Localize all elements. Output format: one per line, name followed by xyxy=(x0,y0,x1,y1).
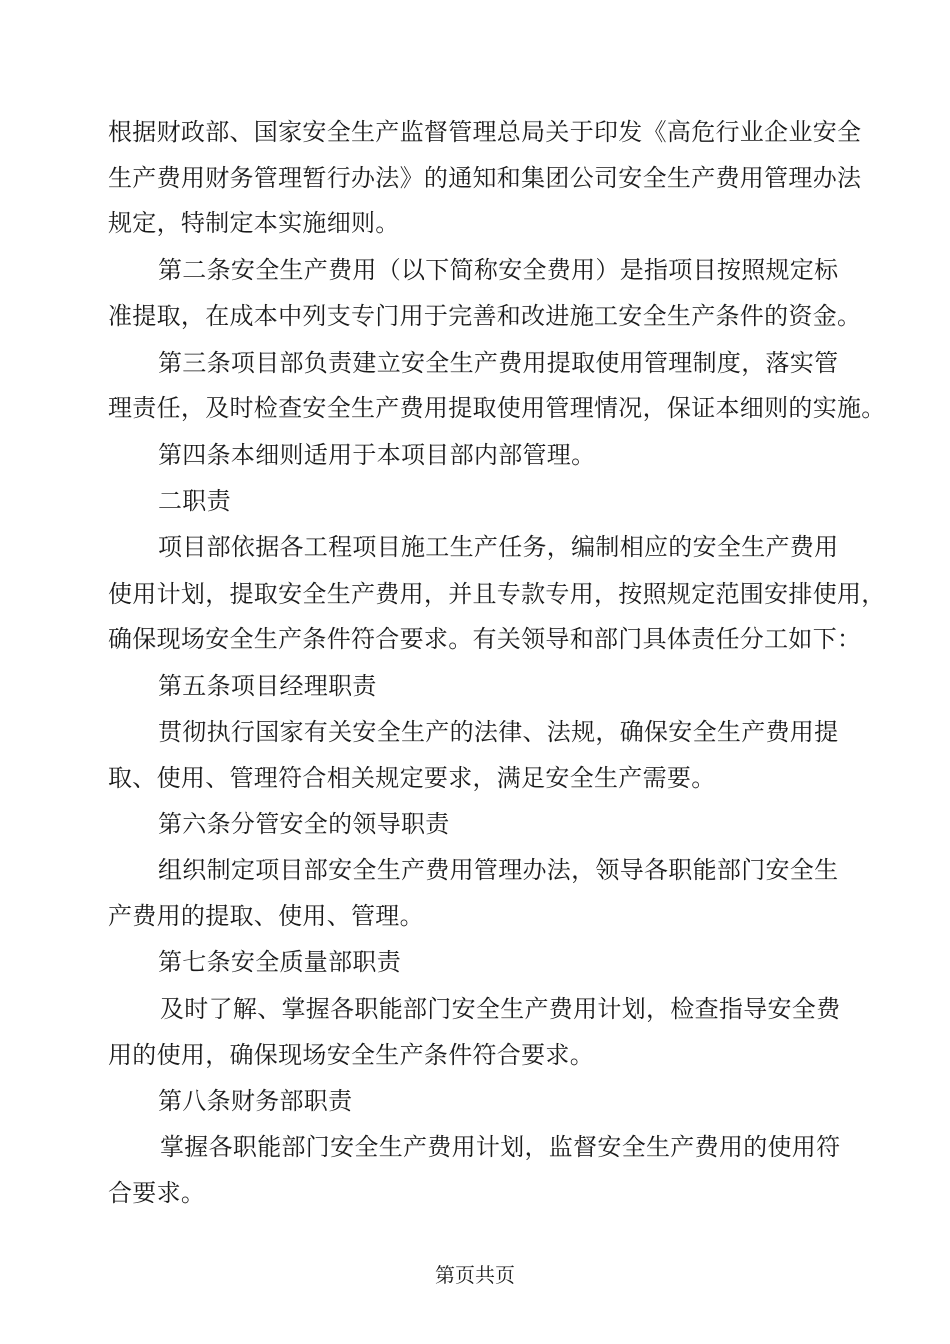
text-line: 第三条项目部负责建立安全生产费用提取使用管理制度，落实管 xyxy=(158,349,839,377)
text-line: 确保现场安全生产条件符合要求。有关领导和部门具体责任分工如下： xyxy=(108,625,862,653)
text-line: 及时了解、掌握各职能部门安全生产费用计划，检查指导安全费 xyxy=(160,995,841,1023)
text-line: 取、使用、管理符合相关规定要求，满足安全生产需要。 xyxy=(108,764,716,792)
text-line: 理责任，及时检查安全生产费用提取使用管理情况，保证本细则的实施。 xyxy=(108,394,886,422)
text-line: 产费用的提取、使用、管理。 xyxy=(108,902,424,930)
text-line: 项目部依据各工程项目施工生产任务，编制相应的安全生产费用 xyxy=(158,533,839,561)
text-line: 生产费用财务管理暂行办法》的通知和集团公司安全生产费用管理办法 xyxy=(108,164,862,192)
article-heading: 第八条财务部职责 xyxy=(158,1087,353,1115)
text-line: 用的使用，确保现场安全生产条件符合要求。 xyxy=(108,1041,594,1069)
article-heading: 第五条项目经理职责 xyxy=(158,672,377,700)
text-line: 第四条本细则适用于本项目部内部管理。 xyxy=(158,441,596,469)
text-line: 规定，特制定本实施细则。 xyxy=(108,209,400,237)
article-heading: 第六条分管安全的领导职责 xyxy=(158,810,450,838)
text-line: 合要求。 xyxy=(108,1179,206,1207)
article-heading: 第七条安全质量部职责 xyxy=(158,948,401,976)
page-footer: 第页共页 xyxy=(435,1263,515,1287)
text-line: 贯彻执行国家有关安全生产的法律、法规，确保安全生产费用提 xyxy=(158,718,839,746)
text-line: 准提取，在成本中列支专门用于完善和改进施工安全生产条件的资金。 xyxy=(108,302,862,330)
text-line: 掌握各职能部门安全生产费用计划，监督安全生产费用的使用符 xyxy=(160,1133,841,1161)
section-heading: 二职责 xyxy=(158,487,231,515)
text-line: 组织制定项目部安全生产费用管理办法，领导各职能部门安全生 xyxy=(158,856,839,884)
text-line: 第二条安全生产费用（以下简称安全费用）是指项目按照规定标 xyxy=(158,256,839,284)
text-line: 根据财政部、国家安全生产监督管理总局关于印发《高危行业企业安全 xyxy=(108,118,862,146)
text-line: 使用计划，提取安全生产费用，并且专款专用，按照规定范围安排使用， xyxy=(108,580,886,608)
